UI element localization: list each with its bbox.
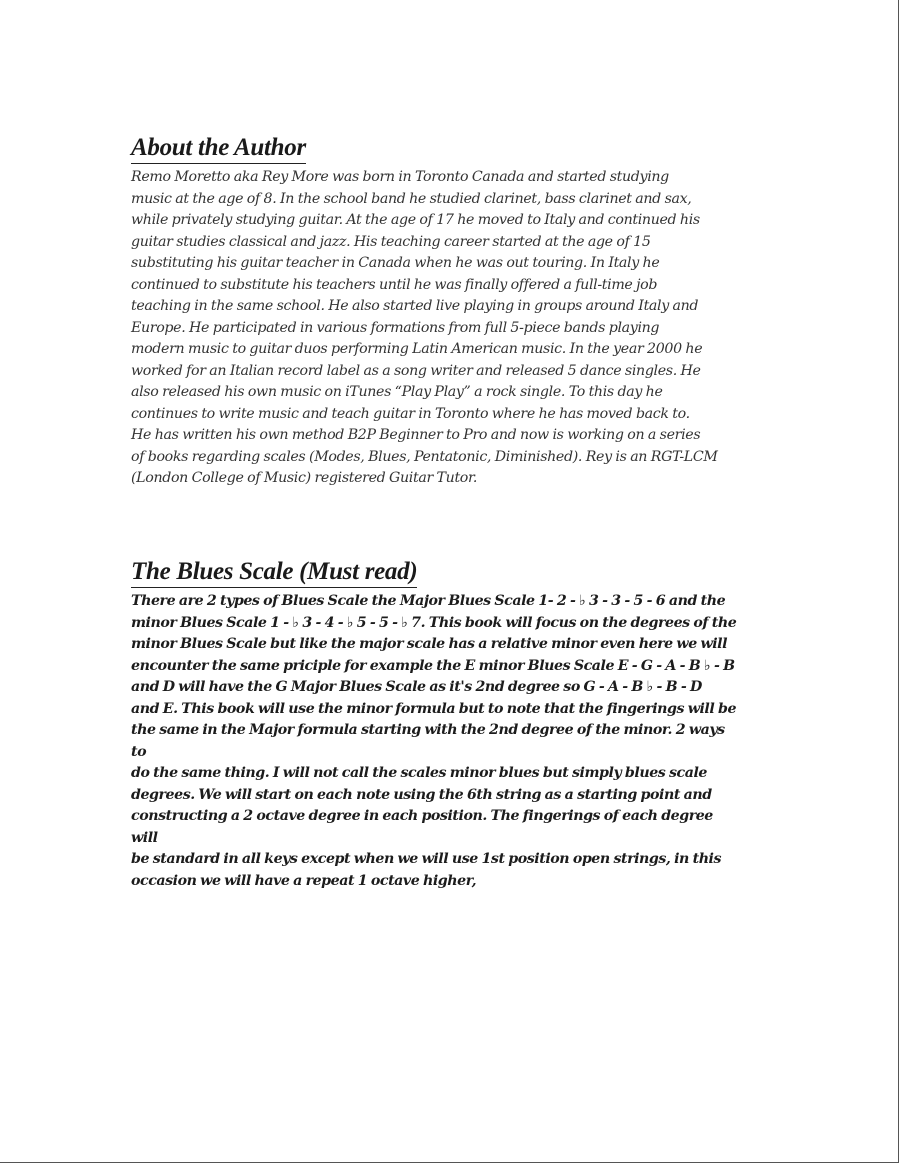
about-author-heading: About the Author: [131, 133, 306, 164]
about-author-text: Remo Moretto aka Rey More was born in Toronto Canada and started studying music at the age of 8. In the school band he studied clarinet, bass clarinet and sax, while privately studying guitar. At the age of 17 he moved to Italy and continued his guitar studies classical and jazz. His teaching career started at the age of 15 substituting his guitar teacher in Canada when he was out touring. In Italy he continued to substitute his teachers until he was finally offered a full-time job teaching in the same school. He also started live playing in groups around Italy and Europe. He participated in various formations from full 5-piece bands playing modern music to guitar duos performing Latin American music. In the year 2000 he worked for an Italian record label as a song writer and released 5 dance singles. He also released his own music on iTunes “Play Play” a rock single. To this day he continues to write music and teach guitar in Toronto where he has moved back to. He has written his own method B2P Beginner to Pro and now is working on a series of books regarding scales (Modes, Blues, Pentatonic, Diminished). Rey is an RGT-LCM (London College of Music) registered Guitar Tutor.: [131, 169, 718, 486]
blues-scale-text: There are 2 types of Blues Scale the Major Blues Scale 1- 2 - ♭ 3 - 3 - 5 - 6 and the minor Blues Scale 1 - ♭ 3 - 4 - ♭ 5 - 5 - ♭ 7. This book will focus on the degrees of the minor Blues Scale but like the major scale has a relative minor even here we will encounter the same priciple for example the E minor Blues Scale E - G - A - B ♭ - B and D will have the G Major Blues Scale as it's 2nd degree so G - A - B ♭ - B - D and E. This book will use the minor formula but to note that the fingerings will be the same in the Major formula starting with the 2nd degree of the minor. 2 ways to do the same thing. I will not call the scales minor blues but simply blues scale degrees. We will start on each note using the 6th string as a starting point and constructing a 2 octave degree in each position. The fingerings of each degree will be standard in all keys except when we will use 1st position open strings, in this occasion we will have a repeat 1 octave higher,: [131, 593, 737, 889]
blues-scale-section: [131, 557, 741, 892]
blues-scale-heading: The Blues Scale (Must read): [131, 557, 417, 588]
about-author-section: [131, 133, 741, 490]
